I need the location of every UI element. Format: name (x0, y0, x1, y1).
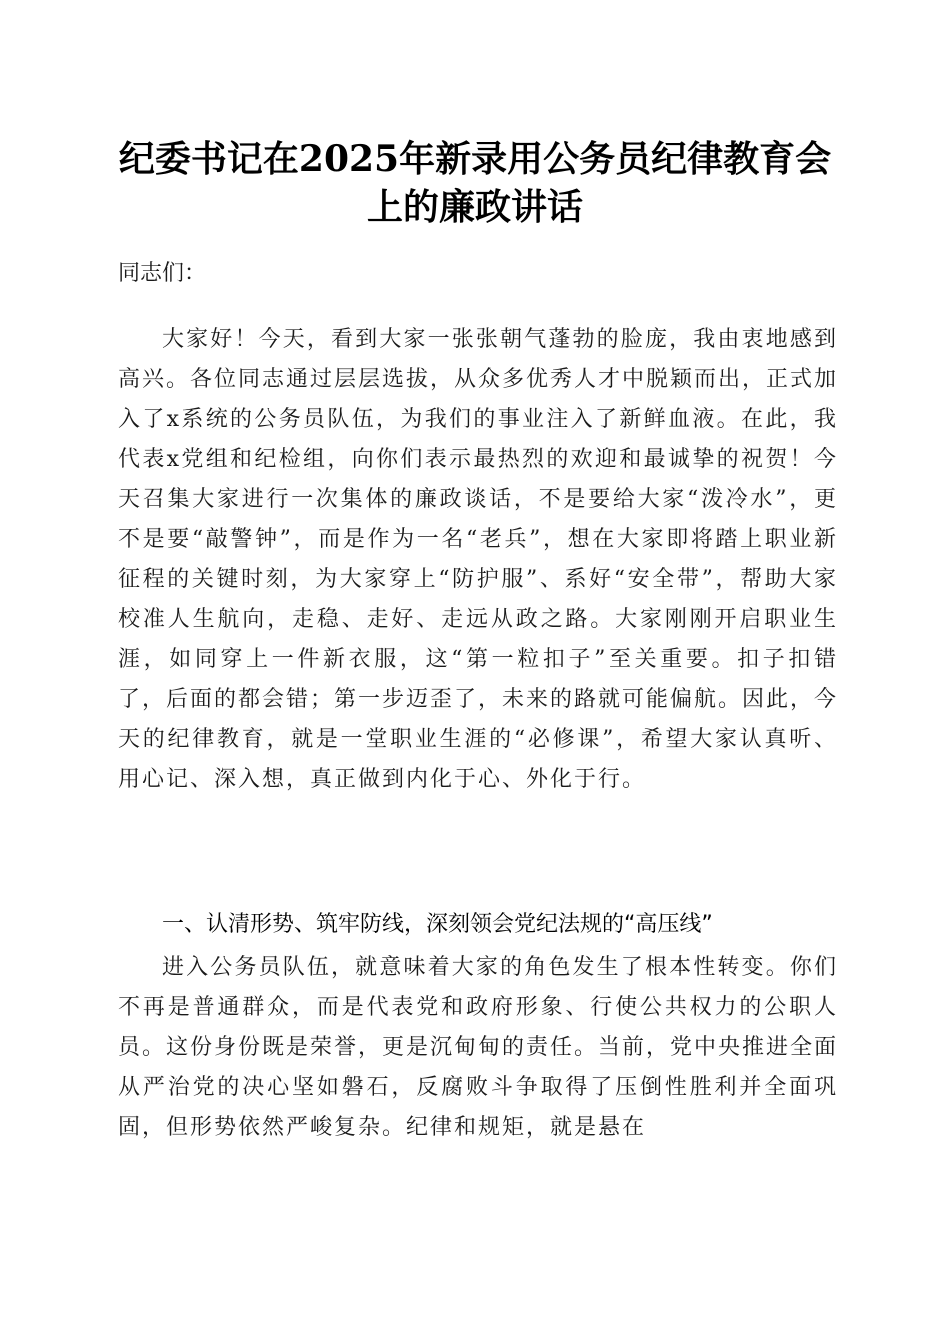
document-title-line-2: 上的廉政讲话 (366, 186, 583, 228)
paragraph-section-1: 进入公务员队伍，就意味着大家的角色发生了根本性转变。你们不再是普通群众，而是代表党和政府形象、行使公共权力的公职人员。这份身份既是荣誉，更是沉甸甸的责任。当前，党中央推进全面从严治党的决心坚如磐石，反腐败斗争取得了压倒性胜利并全面巩固，但形势依然严峻复杂。纪律和规矩，就是悬在 (118, 955, 839, 1140)
salutation: 同志们： (118, 261, 207, 286)
paragraph-opening: 大家好！今天，看到大家一张张朝气蓬勃的脸庞，我由衷地感到高兴。各位同志通过层层选拔，从众多优秀人才中脱颖而出，正式加入了x系统的公务员队伍，为我们的事业注入了新鲜血液。在此，我代表x党组和纪检组，向你们表示最热烈的欢迎和最诚挚的祝贺！今天召集大家进行一次集体的廉政谈话，不是要给大家“泼冷水”，更不是要“敲警钟”，而是作为一名“老兵”，想在大家即将踏上职业新征程的关键时刻，为大家穿上“防护服”、系好“安全带”，帮助大家校准人生航向，走稳、走好、走远从政之路。大家刚刚开启职业生涯，如同穿上一件新衣服，这“第一粒扣子”至关重要。扣子扣错了，后面的都会错；第一步迈歪了，未来的路就可能偏航。因此，今天的纪律教育，就是一堂职业生涯的“必修课”，希望大家认真听、用心记、深入想，真正做到内化于心、外化于行。 (118, 327, 839, 792)
section-heading-1: 一、认清形势、筑牢防线，深刻领会党纪法规的“高压线” (162, 912, 713, 937)
document-title-line-1: 纪委书记在2025年新录用公务员纪律教育会 (118, 138, 832, 180)
